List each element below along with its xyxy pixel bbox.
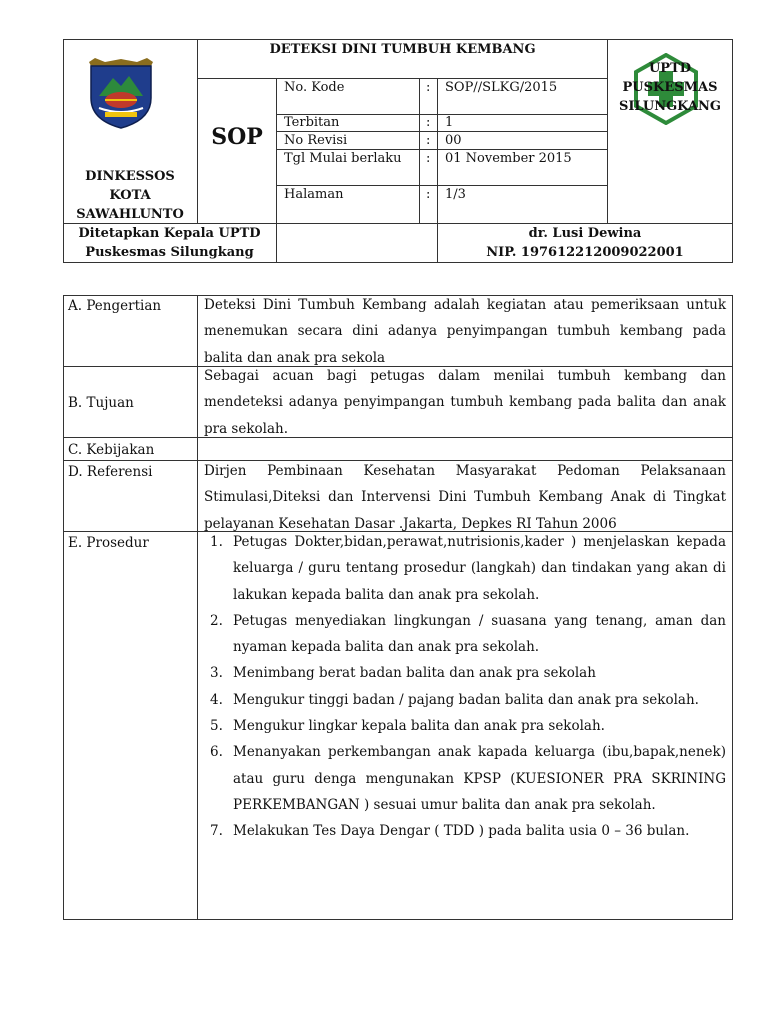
field-label-halaman: Halaman [284, 187, 344, 202]
puskesmas-line-3: SILUNGKANG [618, 99, 722, 114]
field-value-tgl-mulai: 01 November 2015 [445, 151, 572, 166]
document-title: DETEKSI DINI TUMBUH KEMBANG [269, 42, 536, 57]
field-value-halaman: 1/3 [445, 187, 466, 202]
kota-sawahlunto-emblem-icon [85, 56, 157, 130]
procedure-item-text: Mengukur tinggi badan / pajang badan balita dan anak pra sekolah. [233, 691, 699, 708]
field-sep: : [426, 133, 431, 148]
procedure-item-text: Melakukan Tes Daya Dengar ( TDD ) pada balita usia 0 – 36 bulan. [233, 823, 690, 840]
sop-label: SOP [211, 124, 263, 150]
section-label-kebijakan: C. Kebijakan [68, 442, 155, 458]
field-sep: : [426, 80, 431, 95]
procedure-item-text: Petugas menyediakan lingkungan / suasana yang tenang, aman dan nyaman kepada balita dan anak pra sekolah. [233, 612, 726, 656]
field-sep: : [426, 115, 431, 130]
procedure-item: 5. Mengukur lingkar kepala balita dan anak pra sekolah. [210, 718, 605, 735]
section-label-prosedur: E. Prosedur [68, 535, 149, 551]
field-value-no-revisi: 00 [445, 133, 462, 148]
field-value-no-kode: SOP//SLKG/2015 [445, 80, 558, 95]
puskesmas-line-1: UPTD [648, 61, 692, 76]
section-label-tujuan: B. Tujuan [68, 395, 134, 411]
field-value-terbitan: 1 [445, 115, 454, 130]
section-text-pengertian: Deteksi Dini Tumbuh Kembang adalah kegiatan atau pemeriksaan untuk menemukan secara dini adanya penyimpangan tumbuh kembang pada balita dan anak pra sekola [204, 297, 726, 366]
procedure-item: 4. Mengukur tinggi badan / pajang badan balita dan anak pra sekolah. [210, 691, 699, 708]
procedure-item: 3. Menimbang berat badan balita dan anak pra sekolah [210, 665, 596, 682]
signer-nip: NIP. 197612212009022001 [486, 245, 684, 260]
field-sep: : [426, 187, 431, 202]
signer-name: dr. Lusi Dewina [528, 226, 642, 241]
procedure-item-text: Menanyakan perkembangan anak kapada keluarga (ibu,bapak,nenek) atau guru denga mengunakan KPSP (KUESIONER PRA SKRINING PERKEMBANGAN ) sesuai umur balita dan anak pra sekolah. [233, 744, 726, 813]
procedure-item-text: Menimbang berat badan balita dan anak pra sekolah [233, 665, 596, 682]
section-text-tujuan: Sebagai acuan bagi petugas dalam menilai tumbuh kembang dan mendeteksi adanya penyimpangan tumbuh kembang pada balita dan anak pra sekolah. [204, 368, 726, 437]
ditetapkan-line-2: Puskesmas Silungkang [85, 245, 254, 260]
section-label-pengertian: A. Pengertian [68, 298, 162, 314]
field-label-no-revisi: No Revisi [284, 133, 348, 148]
section-text-referensi: Dirjen Pembinaan Kesehatan Masyarakat Pedoman Pelaksanaan Stimulasi,Diteksi dan Intervensi Dini Tumbuh Kembang Anak di Tingkat pelayanan Kesehatan Dasar .Jakarta, Depkes RI Tahun 2006 [204, 463, 726, 532]
procedure-item: 7. Melakukan Tes Daya Dengar ( TDD ) pada balita usia 0 – 36 bulan. [210, 823, 690, 840]
field-label-no-kode: No. Kode [284, 80, 345, 95]
org-line-1: DINKESSOS [85, 169, 175, 184]
procedure-item: 2. Petugas menyediakan lingkungan / suasana yang tenang, aman dan nyaman kepada balita dan anak pra sekolah. [210, 612, 726, 656]
field-label-tgl-mulai: Tgl Mulai berlaku [284, 151, 402, 166]
org-line-2: KOTA [109, 188, 151, 203]
field-label-terbitan: Terbitan [284, 115, 340, 130]
procedure-item: 1. Petugas Dokter,bidan,perawat,nutrisionis,kader ) menjelaskan kepada keluarga / guru tentang prosedur (langkah) dan tindakan yang akan di lakukan kepada balita dan anak pra sekolah. [210, 534, 726, 603]
header-table [63, 39, 733, 263]
procedure-item-text: Petugas Dokter,bidan,perawat,nutrisionis,kader ) menjelaskan kepada keluarga / guru tentang prosedur (langkah) dan tindakan yang akan di lakukan kepada balita dan anak pra sekolah. [233, 534, 726, 603]
procedure-item-text: Mengukur lingkar kepala balita dan anak pra sekolah. [233, 718, 605, 735]
field-sep: : [426, 151, 431, 166]
sop-content-table [63, 295, 733, 920]
procedure-list [204, 529, 726, 845]
puskesmas-line-2: PUSKESMAS [622, 80, 718, 95]
section-label-referensi: D. Referensi [68, 464, 153, 480]
ditetapkan-line-1: Ditetapkan Kepala UPTD [78, 226, 261, 241]
procedure-item: 6. Menanyakan perkembangan anak kapada keluarga (ibu,bapak,nenek) atau guru denga mengunakan KPSP (KUESIONER PRA SKRINING PERKEMBANGAN ) sesuai umur balita dan anak pra sekolah. [210, 744, 726, 813]
org-line-3: SAWAHLUNTO [76, 207, 184, 222]
